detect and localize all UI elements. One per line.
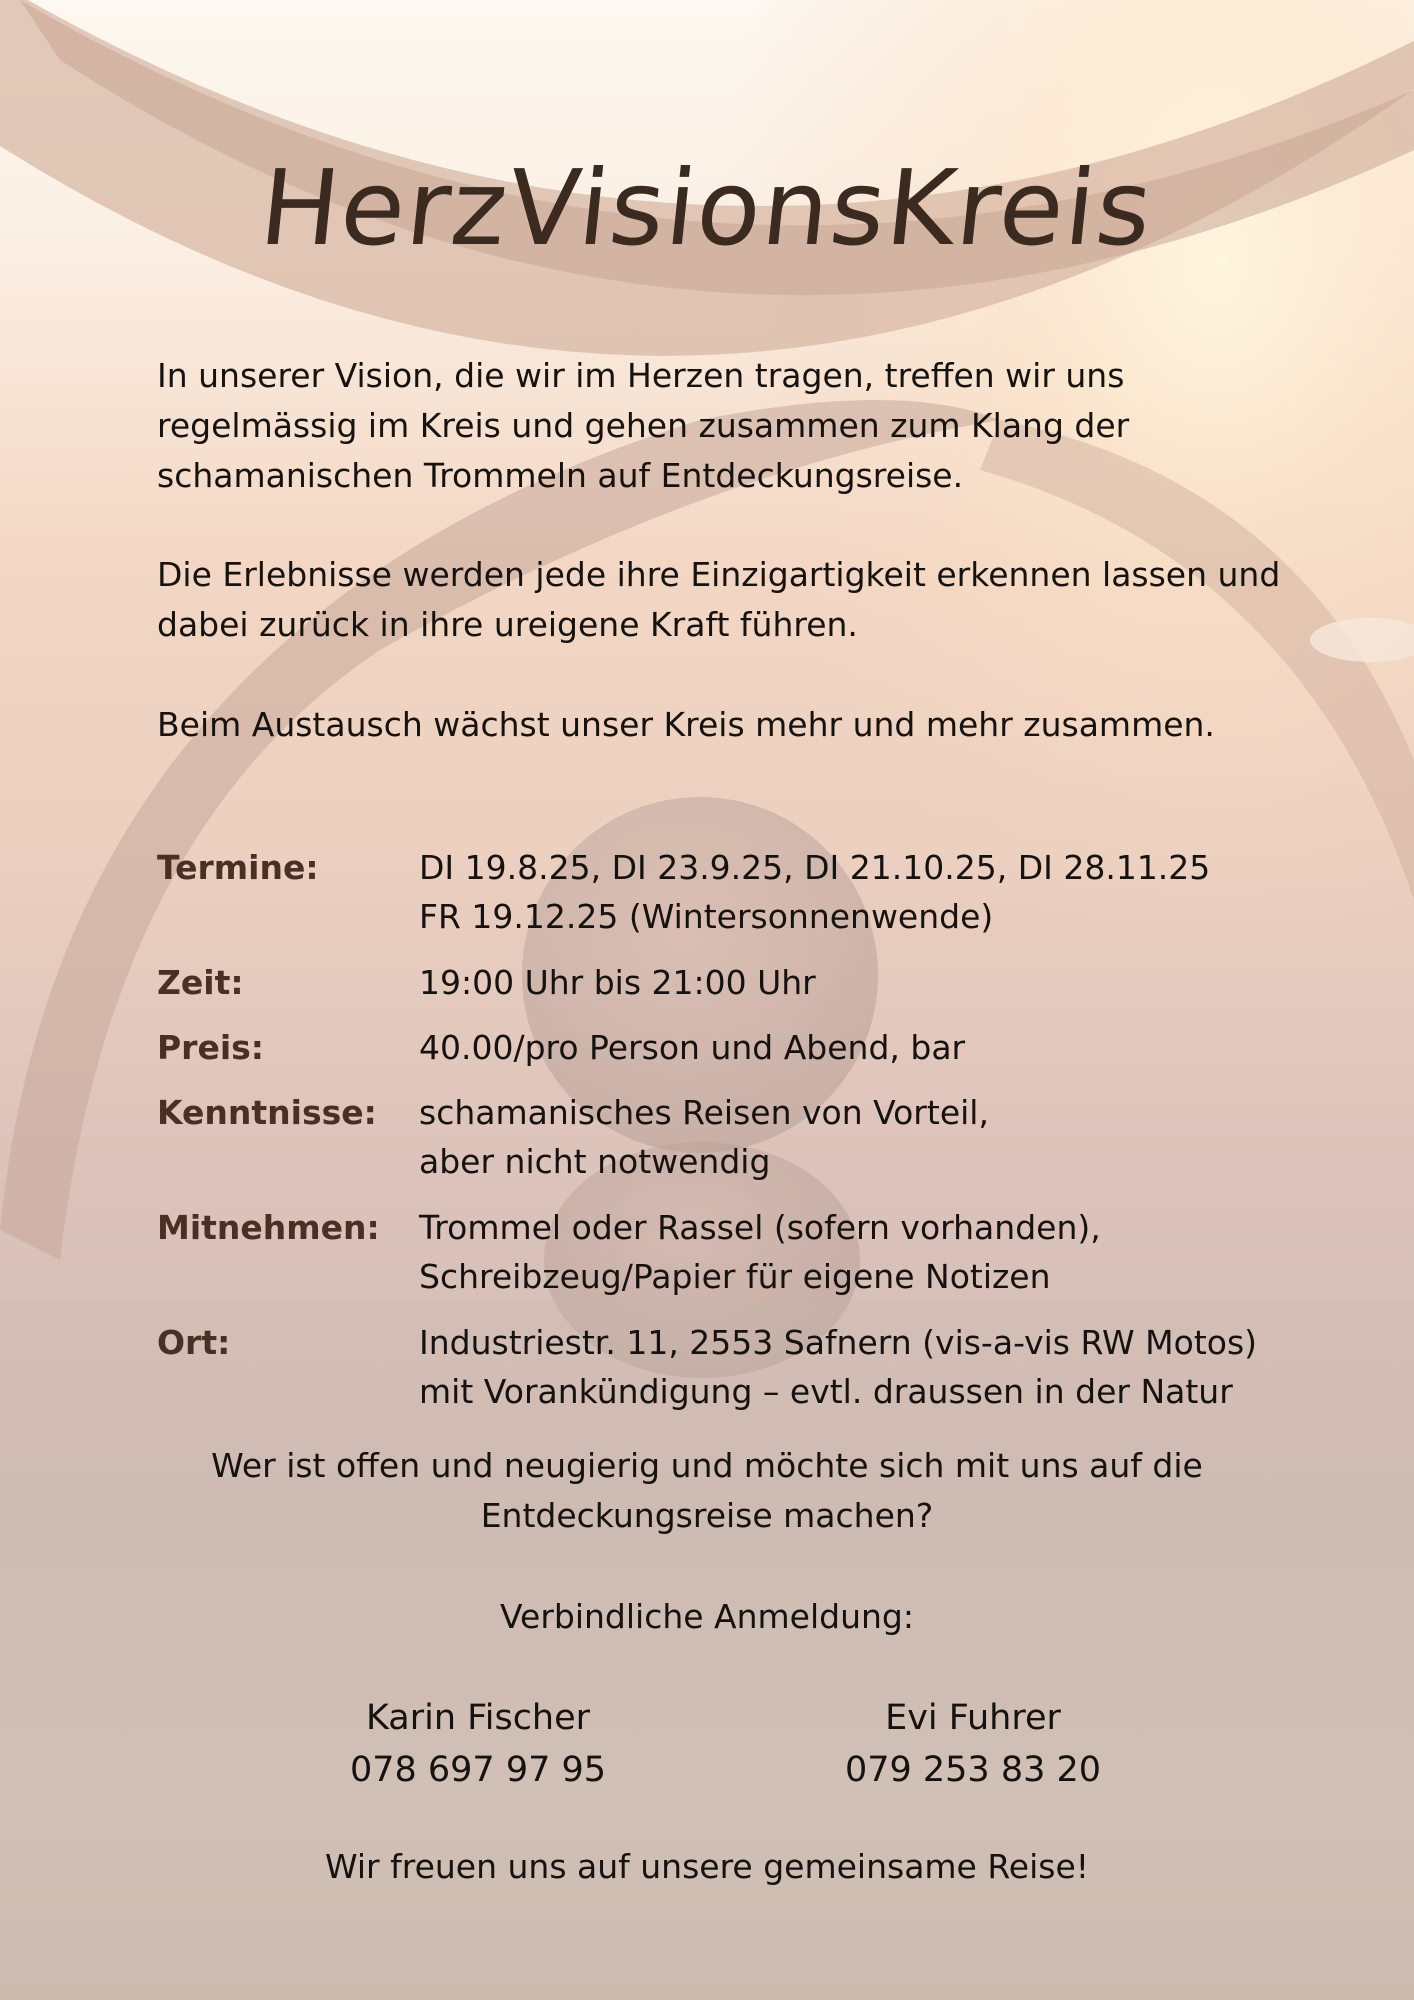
info-row-ort [157,1318,1357,1416]
info-value [419,1023,1357,1072]
info-value-line: 40.00/pro Person und Abend, bar [419,1028,966,1067]
question-line: Wer ist offen und neugierig und möchte sich mit uns auf die [211,1446,1203,1485]
info-value [419,958,1357,1007]
info-value [419,1318,1357,1416]
question-line: Entdeckungsreise machen? [480,1496,934,1535]
info-row-termine [157,843,1357,941]
invitation-question [0,1441,1414,1541]
info-value-line: schamanisches Reisen von Vorteil, [419,1093,989,1132]
contact-phone: 078 697 97 95 [349,1750,607,1790]
registration-label: Verbindliche Anmeldung: [500,1597,914,1636]
closing-text: Wir freuen uns auf unsere gemeinsame Reise! [324,1847,1089,1886]
info-value [419,843,1357,941]
info-label: Mitnehmen: [157,1208,380,1247]
info-value-line: FR 19.12.25 (Wintersonnenwende) [419,897,994,936]
contact-card [298,1692,658,1796]
intro-paragraph: Die Erlebnisse werden jede ihre Einzigartigkeit erkennen lassen und dabei zurück in ihre ureigene Kraft führen. [157,555,1281,644]
contact-phone: 079 253 83 20 [844,1750,1102,1790]
contact-name: Evi Fuhrer [885,1698,1061,1738]
intro-paragraph: Beim Austausch wächst unser Kreis mehr und mehr zusammen. [157,705,1215,744]
info-value-line: Schreibzeug/Papier für eigene Notizen [419,1257,1051,1296]
info-value-line: Industriestr. 11, 2553 Safnern (vis-a-vis RW Motos) [419,1323,1258,1362]
contact-card [793,1692,1153,1796]
info-label: Ort: [157,1323,231,1362]
info-label: Zeit: [157,963,244,1002]
info-row-zeit [157,958,1357,1007]
contact-name: Karin Fischer [365,1698,591,1738]
intro-paragraph: In unserer Vision, die wir im Herzen tragen, treffen wir uns regelmässig im Kreis und gehen zusammen zum Klang der schamanischen Trommeln auf Entdeckungsreise. [157,356,1130,495]
page-title: HerzVisionsKreis [254,147,1160,269]
info-label: Termine: [157,848,319,887]
info-value-line: DI 19.8.25, DI 23.9.25, DI 21.10.25, DI 28.11.25 [419,848,1211,887]
info-value-line: aber nicht notwendig [419,1142,771,1181]
info-label: Preis: [157,1028,264,1067]
info-row-mitnehmen [157,1203,1357,1301]
info-label: Kenntnisse: [157,1093,377,1132]
info-row-preis [157,1023,1357,1072]
info-value-line: 19:00 Uhr bis 21:00 Uhr [419,963,816,1002]
info-row-kenntnisse [157,1088,1357,1186]
info-value [419,1203,1357,1301]
info-value [419,1088,1357,1186]
info-value-line: Trommel oder Rassel (sofern vorhanden), [419,1208,1101,1247]
info-value-line: mit Vorankündigung – evtl. draussen in der Natur [419,1372,1233,1411]
